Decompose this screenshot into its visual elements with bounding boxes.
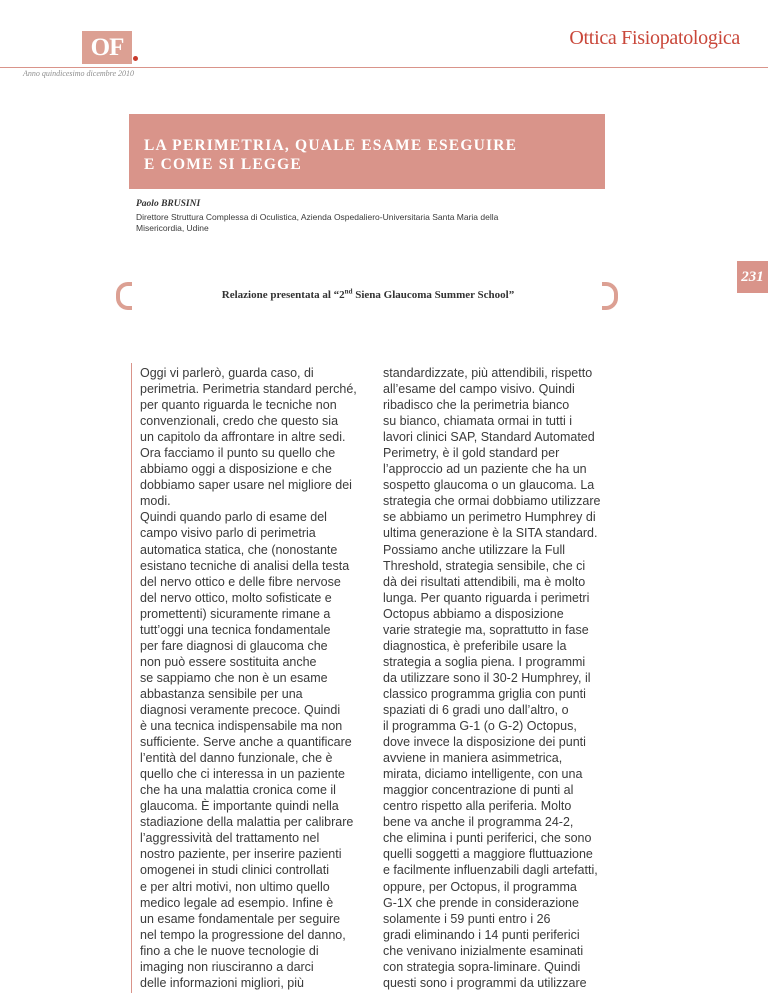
body-text-line: un capitolo da affrontare in altre sedi. bbox=[140, 430, 346, 445]
body-text-line: avviene in maniera asimmetrica, bbox=[383, 751, 563, 766]
body-text-line: il programma G-1 (o G-2) Octopus, bbox=[383, 719, 577, 734]
body-text-line: del nervo ottico, molto sofisticate e bbox=[140, 590, 332, 605]
body-text-line: campo visivo parlo di perimetria bbox=[140, 526, 316, 541]
body-text-line: dà dei risultati attendibili, ma è molto bbox=[383, 574, 586, 589]
body-text-line: nel tempo la progressione del danno, bbox=[140, 927, 346, 942]
body-text-line: Possiamo anche utilizzare la Full bbox=[383, 542, 566, 557]
body-text-line: Threshold, strategia sensibile, che ci bbox=[383, 558, 586, 573]
right-bracket-ornament bbox=[602, 282, 618, 310]
body-text-line: l’entità del danno funzionale, che è bbox=[140, 751, 333, 766]
body-text-line: stadiazione della malattia per calibrare bbox=[140, 815, 354, 830]
body-text-line: mirata, diciamo intelligente, con una bbox=[383, 767, 583, 782]
body-text-line: omogenei in studi clinici controllati bbox=[140, 863, 329, 878]
body-text-line: che venivano inizialmente esaminati bbox=[383, 943, 584, 958]
body-text-line: Ora facciamo il punto su quello che bbox=[140, 446, 336, 461]
body-text-line: gradi eliminando i 14 punti periferici bbox=[383, 927, 580, 942]
journal-title: Ottica Fisiopatologica bbox=[569, 27, 740, 49]
body-text-line: all’esame del campo visivo. Quindi bbox=[383, 382, 575, 397]
body-text-line: per fare diagnosi di glaucoma che bbox=[140, 638, 328, 653]
article-title-line-2: E COME SI LEGGE bbox=[144, 156, 302, 173]
body-text-line: se abbiamo un perimetro Humphrey di bbox=[383, 510, 596, 525]
body-text-line: quello che ci interessa in un paziente bbox=[140, 767, 345, 782]
body-text-line: modi. bbox=[140, 494, 171, 509]
body-text-line: Octopus abbiamo a disposizione bbox=[383, 606, 564, 621]
author-affiliation bbox=[136, 212, 576, 234]
body-text-line: con strategia sopra-liminare. Quindi bbox=[383, 959, 581, 974]
left-bracket-ornament bbox=[116, 282, 132, 310]
body-text-line: non può essere sostituita anche bbox=[140, 654, 317, 669]
body-column-1 bbox=[140, 365, 372, 991]
logo-dot bbox=[133, 56, 138, 61]
body-text-line: quelli soggetti a maggiore fluttuazione bbox=[383, 847, 593, 862]
body-text-line: promettenti) sicuramente rimane a bbox=[140, 606, 331, 621]
subtitle-text-end: Siena Glaucoma Summer School” bbox=[352, 289, 515, 301]
body-text-line: sufficiente. Serve anche a quantificare bbox=[140, 735, 352, 750]
body-text-line: lavori clinici SAP, Standard Automated bbox=[383, 430, 595, 445]
body-text-line: da utilizzare sono il 30-2 Humphrey, il bbox=[383, 670, 591, 685]
body-text-line: Perimetry, è il gold standard per bbox=[383, 446, 560, 461]
body-text-line: un esame fondamentale per seguire bbox=[140, 911, 341, 926]
body-text-line: del nervo ottico e delle fibre nervose bbox=[140, 574, 341, 589]
article-title bbox=[144, 136, 544, 174]
body-column-2 bbox=[383, 365, 615, 991]
body-text-line: ribadisco che la perimetria bianco bbox=[383, 398, 570, 413]
body-text-line: oppure, per Octopus, il programma bbox=[383, 879, 577, 894]
author-name: Paolo BRUSINI bbox=[136, 199, 201, 209]
body-text-line: dobbiamo saper usare nel migliore dei bbox=[140, 478, 352, 493]
body-text-line: maggior concentrazione di punti al bbox=[383, 783, 574, 798]
body-text-line: strategia che ormai dobbiamo utilizzare bbox=[383, 494, 601, 509]
body-text-line: Oggi vi parlerò, guarda caso, di bbox=[140, 366, 314, 380]
body-text-line: imaging non riusciranno a darci bbox=[140, 959, 314, 974]
page-number-tab bbox=[737, 261, 768, 293]
body-text-line: su bianco, chiamata ormai in tutti i bbox=[383, 414, 572, 429]
page-number: 231 bbox=[741, 269, 764, 285]
header-rule bbox=[0, 67, 768, 68]
body-text-line: lunga. Per quanto riguarda i perimetri bbox=[383, 590, 590, 605]
body-text-line: che elimina i punti periferici, che sono bbox=[383, 831, 592, 846]
body-text-line: se sappiamo che non è un esame bbox=[140, 670, 328, 685]
body-text-line: e facilmente influenzabili dagli artefatti, bbox=[383, 863, 598, 878]
body-text-line: esistano tecniche di analisi della testa bbox=[140, 558, 350, 573]
column-rule bbox=[131, 363, 132, 993]
body-text-line: fino a che le nuove tecnologie di bbox=[140, 943, 319, 958]
body-text-line: abbastanza sensibile per una bbox=[140, 686, 303, 701]
body-text-line: strategia a soglia piena. I programmi bbox=[383, 654, 586, 669]
article-subtitle bbox=[140, 289, 596, 301]
body-text-line: solamente i 59 punti entro i 26 bbox=[383, 911, 551, 926]
body-text-line: perimetria. Perimetria standard perché, bbox=[140, 382, 357, 397]
subtitle-superscript: nd bbox=[344, 287, 353, 296]
body-text-line: dove invece la disposizione dei punti bbox=[383, 735, 586, 750]
affiliation-line-2: Misericordia, Udine bbox=[136, 223, 209, 233]
body-text-line: centro rispetto alla periferia. Molto bbox=[383, 799, 572, 814]
title-band bbox=[129, 114, 605, 189]
body-text-line: è una tecnica indispensabile ma non bbox=[140, 719, 343, 734]
body-text-line: Quindi quando parlo di esame del bbox=[140, 510, 327, 525]
body-text-line: bene va anche il programma 24-2, bbox=[383, 815, 574, 830]
body-text-line: diagnosi veramente precoce. Quindi bbox=[140, 702, 341, 717]
body-text-line: spaziati di 6 gradi uno dall’altro, o bbox=[383, 702, 569, 717]
body-text-line: nostro paziente, per inserire pazienti bbox=[140, 847, 342, 862]
body-text-line: abbiamo oggi a disposizione e che bbox=[140, 462, 332, 477]
body-text-line: convenzionali, credo che questo sia bbox=[140, 414, 339, 429]
body-text-line: ultima generazione è la SITA standard. bbox=[383, 526, 598, 541]
logo-text: OF bbox=[90, 34, 124, 61]
body-text-line: diagnostica, è preferibile usare la bbox=[383, 638, 567, 653]
body-text-line: e per altri motivi, non ultimo quello bbox=[140, 879, 330, 894]
body-text-line: glaucoma. È importante quindi nella bbox=[140, 799, 339, 814]
body-text-line: classico programma griglia con punti bbox=[383, 686, 586, 701]
body-text-line: per quanto riguarda le tecniche non bbox=[140, 398, 337, 413]
body-text-line: varie strategie ma, soprattutto in fase bbox=[383, 622, 589, 637]
body-text-line: standardizzate, più attendibili, rispetto bbox=[383, 366, 593, 380]
affiliation-line-1: Direttore Struttura Complessa di Oculistica, Azienda Ospedaliero-Universitaria Santa Maria della bbox=[136, 212, 499, 222]
body-text-line: automatica statica, che (nonostante bbox=[140, 542, 338, 557]
article-title-line-1: LA PERIMETRIA, QUALE ESAME ESEGUIRE bbox=[144, 137, 518, 154]
issue-line: Anno quindicesimo dicembre 2010 bbox=[23, 69, 135, 78]
body-text-line: G-1X che prende in considerazione bbox=[383, 895, 579, 910]
journal-logo bbox=[82, 31, 132, 64]
body-text-line: delle informazioni migliori, più bbox=[140, 975, 304, 990]
body-text-line: medico legale ad esempio. Infine è bbox=[140, 895, 334, 910]
body-text-line: l’approccio ad un paziente che ha un bbox=[383, 462, 587, 477]
subtitle-text-start: Relazione presentata al “2 bbox=[221, 289, 345, 301]
body-text-line: che ha una malattia cronica come il bbox=[140, 783, 336, 798]
body-text-line: questi sono i programmi da utilizzare bbox=[383, 975, 587, 990]
body-text-line: l’aggressività del trattamento nel bbox=[140, 831, 320, 846]
body-text-line: tutt’oggi una tecnica fondamentale bbox=[140, 622, 331, 637]
body-text-line: sospetto glaucoma o un glaucoma. La bbox=[383, 478, 595, 493]
